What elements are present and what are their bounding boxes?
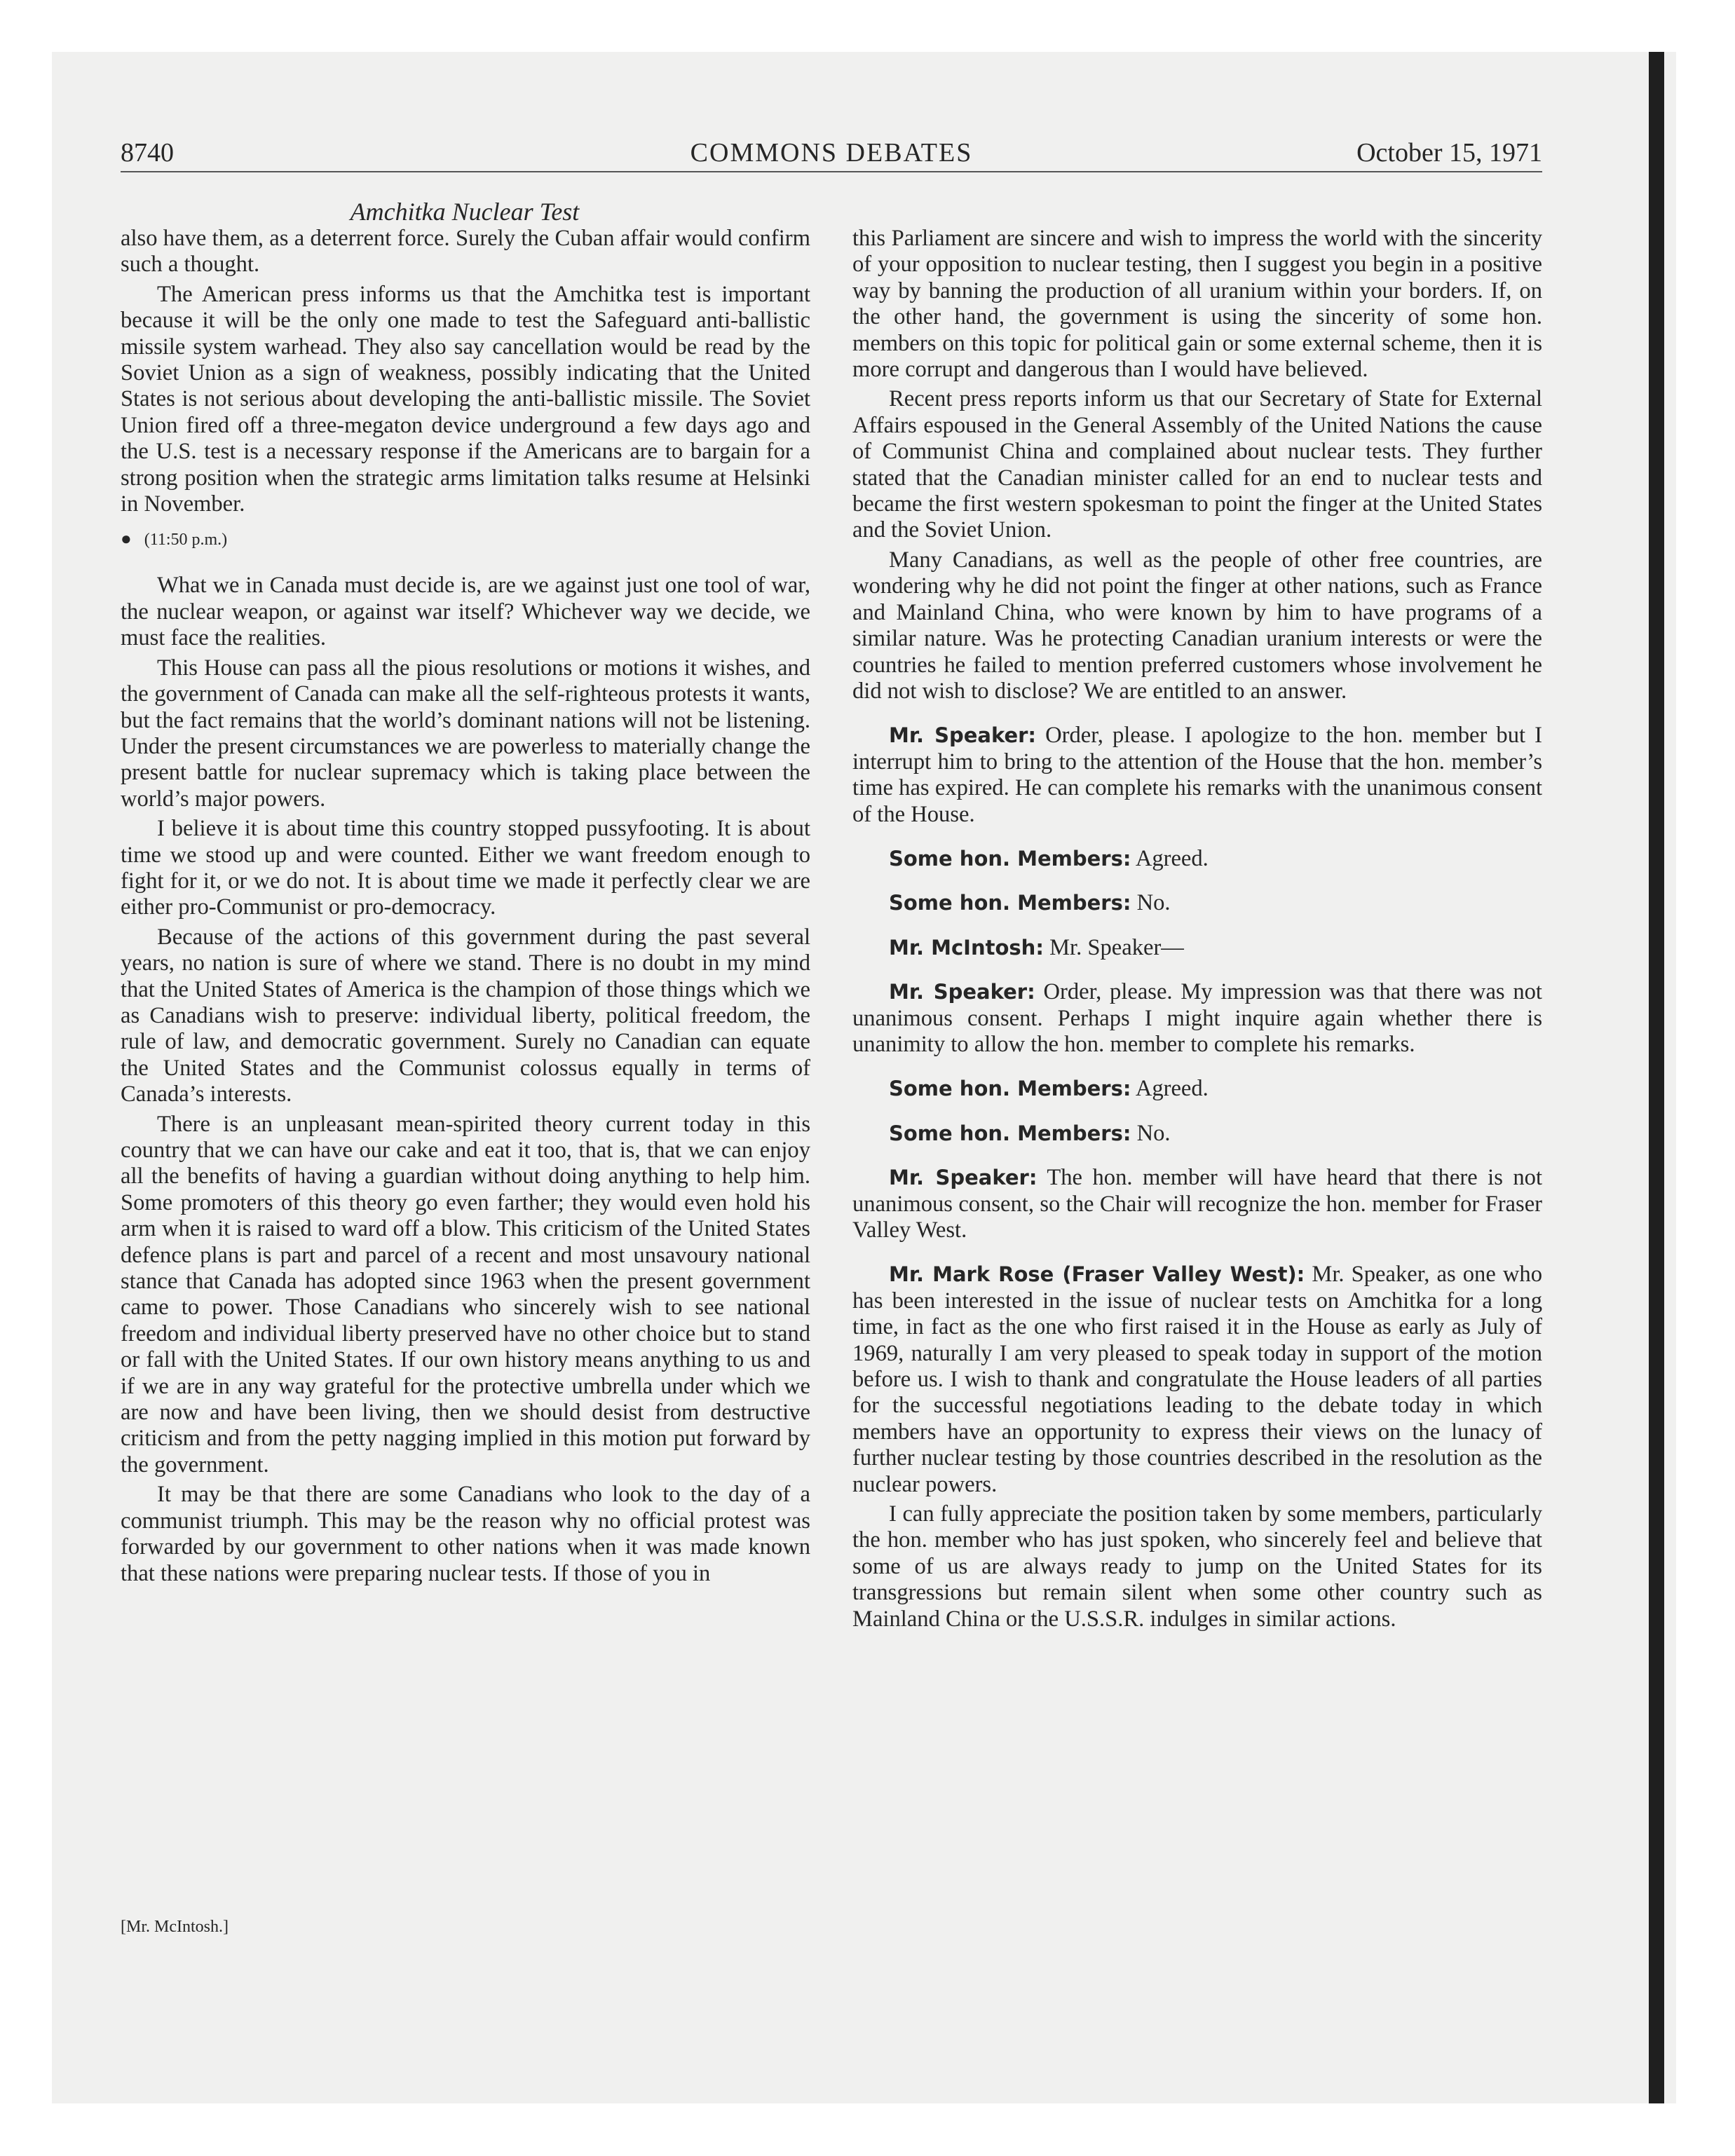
speech-entry	[852, 723, 1542, 828]
speech-text: No.	[1136, 890, 1171, 916]
page-number: 8740	[121, 138, 174, 168]
left-column	[121, 226, 810, 1590]
publication-date: October 15, 1971	[1356, 138, 1542, 168]
speaker-footer-note: [Mr. McIntosh.]	[121, 1918, 229, 1936]
paragraph: Because of the actions of this government during the past several years, no nation is sure of where we stand. There is no doubt in my mind that the United States of America is the champion of those things which we as Canadians wish to preserve: individual liberty, political freedom, the rule of law, and democratic government. Surely no Canadian can equate the United States and the Communist colossus equally in terms of Canada’s interests.	[121, 924, 810, 1107]
speaker-name: Some hon. Members:	[889, 1121, 1131, 1145]
time-marker	[121, 528, 810, 550]
paragraph: I can fully appreciate the position taken by some members, particularly the hon. member who has just spoken, who sincerely feel and believe that some of us are always ready to jump on the United States for its transgressions but remain silent when some other country such as Mainland China or the U.S.S.R. indulges in similar actions.	[852, 1501, 1542, 1632]
speech-text: No.	[1136, 1120, 1171, 1146]
speech-entry	[852, 846, 1542, 872]
paragraph: this Parliament are sincere and wish to impress the world with the sincerity of your opposition to nuclear testing, then I suggest you begin in a positive way by banning the production of all uranium within your borders. If, on the other hand, the government is using the sincerity of some hon. members on this topic for political gain or some external scheme, then it is more corrupt and dangerous than I would have believed.	[852, 226, 1542, 383]
speaker-name: Some hon. Members:	[889, 1077, 1131, 1101]
speech-entry	[852, 1076, 1542, 1102]
paragraph: Recent press reports inform us that our Secretary of State for External Affairs espoused in the General Assembly of the United Nations the cause of Communist China and complained about nuclear tests. They further stated that the Canadian minister called for an end to nuclear tests and became the first western spokesman to point the finger at the United States and the Soviet Union.	[852, 386, 1542, 543]
page-header	[121, 135, 1542, 172]
speech-text: Agreed.	[1135, 845, 1209, 871]
speech-entry	[852, 979, 1542, 1058]
paragraph: There is an unpleasant mean-spirited theory current today in this country that we can have our cake and eat it too, that is, that we can enjoy all the benefits of having a guardian without doing anything to help him. Some promoters of this theory go even farther; they would even hold his arm when it is raised to ward off a blow. This criticism of the United States defence plans is part and parcel of a recent and most unsavoury national stance that Canada has adopted since 1963 when the present government came to power. Those Canadians who sincerely wish to see national freedom and individual liberty preserved have no other choice but to stand or fall with the United States. If our own history means anything to us and if we are in any way grateful for the protective umbrella under which we are now and have been living, then we should desist from destructive criticism and from the petty nagging implied in this motion put forward by the government.	[121, 1111, 810, 1478]
bullet-icon: ●	[121, 528, 132, 550]
speaker-name: Mr. Speaker:	[889, 723, 1037, 748]
paragraph: The American press informs us that the Amchitka test is important because it will be the only one made to test the Safeguard anti-ballistic missile system warhead. They also say cancellation would be read by the Soviet Union as a sign of weakness, possibly indicating that the United States is not serious about developing the anti-ballistic missile. The Soviet Union fired off a three-megaton device underground a few days ago and the U.S. test is a necessary response if the Americans are to bargain for a strong position when the strategic arms limitation talks resume at Helsinki in November.	[121, 281, 810, 517]
speech-entry	[852, 1121, 1542, 1147]
speaker-name: Mr. Mark Rose (Fraser Valley West):	[889, 1262, 1305, 1287]
speaker-name: Mr. McIntosh:	[889, 935, 1044, 960]
paragraph: Many Canadians, as well as the people of other free countries, are wondering why he did not point the finger at other nations, such as France and Mainland China, who were known by him to have programs of a similar nature. Was he protecting Canadian uranium interests or were the countries he failed to mention preferred customers whose involvement he did not wish to disclose? We are entitled to an answer.	[852, 547, 1542, 704]
publication-title: COMMONS DEBATES	[690, 138, 973, 168]
section-subheading: Amchitka Nuclear Test	[350, 198, 580, 226]
speech-entry	[852, 935, 1542, 961]
speaker-name: Mr. Speaker:	[889, 1166, 1037, 1190]
speech-text: Mr. Speaker, as one who has been interested in the issue of nuclear tests on Amchitka for a long time, in fact as the one who first raised it in the House as early as July of 1969, naturally I am very pleased to speak today in support of the motion before us. I wish to thank and congratulate the House leaders of all parties for the successful negotiations leading to the debate today in which members have an opportunity to express their views on the lunacy of further nuclear testing by those countries described in the resolution as the nuclear powers.	[852, 1262, 1542, 1497]
scan-edge-bar	[1649, 52, 1664, 2103]
speech-entry	[852, 1165, 1542, 1243]
speaker-name: Some hon. Members:	[889, 846, 1131, 871]
speech-entry	[852, 890, 1542, 916]
speech-entry	[852, 1262, 1542, 1498]
speech-text: The hon. member will have heard that there is not unanimous consent, so the Chair will recognize the hon. member for Fraser Valley West.	[852, 1165, 1542, 1243]
speech-text: Order, please. My impression was that there was not unanimous consent. Perhaps I might inquire again whether there is unanimity to allow the hon. member to complete his remarks.	[852, 979, 1542, 1057]
paragraph: also have them, as a deterrent force. Surely the Cuban affair would confirm such a thought.	[121, 226, 810, 278]
paragraph: I believe it is about time this country stopped pussyfooting. It is about time we stood up and were counted. Either we want freedom enough to fight for it, or we do not. It is about time we made it perfectly clear we are either pro-Communist or pro-democracy.	[121, 816, 810, 920]
time-marker-text: (11:50 p.m.)	[144, 531, 228, 550]
paragraph: It may be that there are some Canadians who look to the day of a communist triumph. This may be the reason why no official protest was forwarded by our government to other nations when it was made known that these nations were preparing nuclear tests. If those of you in	[121, 1482, 810, 1586]
speaker-name: Some hon. Members:	[889, 891, 1131, 915]
right-column	[852, 226, 1542, 1636]
paragraph: This House can pass all the pious resolutions or motions it wishes, and the government of Canada can make all the self-righteous protests it wants, but the fact remains that the world’s dominant nations will not be listening. Under the present circumstances we are powerless to materially change the present battle for nuclear supremacy which is taking place between the world’s major powers.	[121, 655, 810, 812]
speech-text: Mr. Speaker—	[1049, 934, 1184, 960]
speech-text: Order, please. I apologize to the hon. member but I interrupt him to bring to the attention of the House that the hon. member’s time has expired. He can complete his remarks with the unanimous consent of the House.	[852, 723, 1542, 827]
speaker-name: Mr. Speaker:	[889, 980, 1035, 1004]
speech-text: Agreed.	[1135, 1076, 1209, 1102]
paragraph: What we in Canada must decide is, are we against just one tool of war, the nuclear weapon, or against war itself? Whichever way we decide, we must face the realities.	[121, 573, 810, 651]
